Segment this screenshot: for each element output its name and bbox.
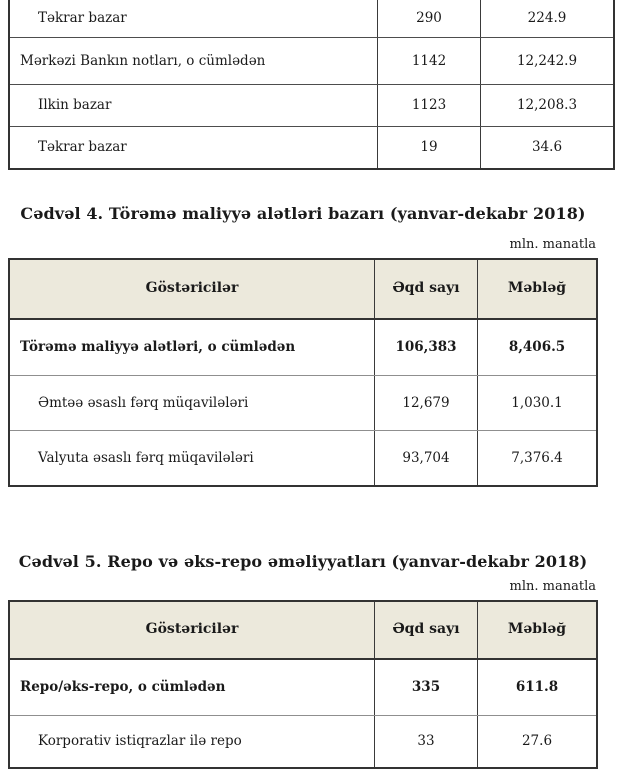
unit-label: mln. manatla bbox=[509, 579, 596, 594]
table-row bbox=[10, 84, 613, 126]
deal-count-header-cell: Əqd sayı bbox=[374, 260, 477, 318]
deal-count-cell: 19 bbox=[377, 127, 480, 168]
indicator-cell: Mərkəzi Bankın notları, o cümlədən bbox=[20, 52, 266, 69]
deal-count-cell: 1142 bbox=[377, 38, 480, 84]
deal-count-cell: 106,383 bbox=[374, 320, 477, 375]
indicator-cell: Təkrar bazar bbox=[38, 10, 127, 27]
deal-count-cell: 1123 bbox=[377, 85, 480, 126]
table-row bbox=[10, 37, 613, 84]
indicator-cell: Təkrar bazar bbox=[38, 139, 127, 156]
indicator-header-cell: Göstəricilər bbox=[145, 621, 239, 638]
amount-cell: 12,242.9 bbox=[480, 38, 613, 84]
amount-cell: 12,208.3 bbox=[480, 85, 613, 126]
deal-count-cell: 12,679 bbox=[374, 376, 477, 430]
amount-cell: 1,030.1 bbox=[477, 376, 596, 430]
amount-cell: 7,376.4 bbox=[477, 431, 596, 485]
table-row bbox=[10, 715, 596, 767]
table-row bbox=[10, 320, 596, 375]
table-row bbox=[10, 0, 613, 37]
indicator-cell: Korporativ istiqrazlar ilə repo bbox=[38, 733, 242, 750]
repo-operations-table bbox=[8, 600, 598, 769]
deal-count-header-cell: Əqd sayı bbox=[374, 602, 477, 658]
unit-label: mln. manatla bbox=[509, 237, 596, 252]
table-row bbox=[10, 375, 596, 430]
table4-caption: Cədvəl 4. Törəmə maliyyə alətləri bazarı (yanvar-dekabr 2018) bbox=[20, 204, 586, 223]
table-row bbox=[10, 660, 596, 715]
deal-count-cell: 290 bbox=[377, 0, 480, 37]
indicator-cell: Valyuta əsaslı fərq müqavilələri bbox=[38, 449, 254, 466]
indicator-cell: Repo/əks-repo, o cümlədən bbox=[20, 679, 226, 696]
indicator-header-cell: Göstəricilər bbox=[145, 280, 239, 297]
table-header-row bbox=[10, 260, 596, 320]
table-header-row bbox=[10, 602, 596, 660]
indicator-cell: Əmtəə əsaslı fərq müqavilələri bbox=[38, 394, 249, 411]
amount-header-cell: Məbləğ bbox=[477, 260, 596, 318]
securities-market-table-continued bbox=[8, 0, 615, 170]
amount-cell: 224.9 bbox=[480, 0, 613, 37]
deal-count-cell: 335 bbox=[374, 660, 477, 715]
amount-cell: 8,406.5 bbox=[477, 320, 596, 375]
deal-count-cell: 33 bbox=[374, 716, 477, 767]
indicator-cell: Ilkin bazar bbox=[38, 97, 112, 114]
amount-cell: 611.8 bbox=[477, 660, 596, 715]
amount-cell: 34.6 bbox=[480, 127, 613, 168]
amount-header-cell: Məbləğ bbox=[477, 602, 596, 658]
amount-cell: 27.6 bbox=[477, 716, 596, 767]
indicator-cell: Törəmə maliyyə alətləri, o cümlədən bbox=[20, 339, 296, 356]
deal-count-cell: 93,704 bbox=[374, 431, 477, 485]
derivatives-market-table bbox=[8, 258, 598, 487]
table-row bbox=[10, 430, 596, 485]
table-row bbox=[10, 126, 613, 168]
table5-caption: Cədvəl 5. Repo və əks-repo əməliyyatları (yanvar-dekabr 2018) bbox=[18, 552, 588, 571]
